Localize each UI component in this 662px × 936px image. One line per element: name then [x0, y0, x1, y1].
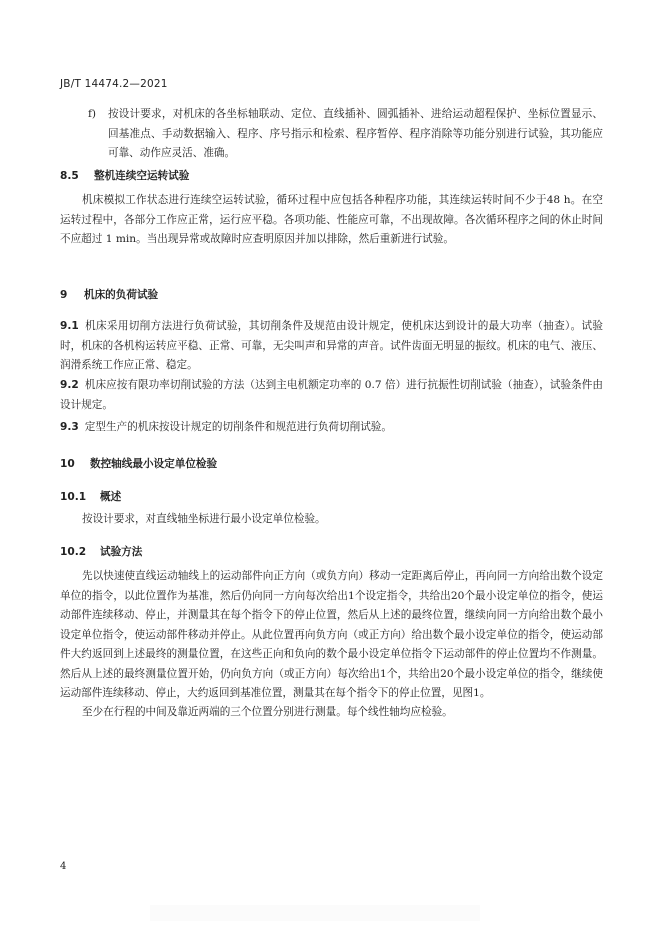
list-item-text: 按设计要求，对机床的各坐标轴联动、定位、直线插补、圆弧插补、进给运动超程保护、坐标位置显示、回基准点、手动数据输入、程序、序号指示和检索、程序暂停、程序消除等功能分别进行试验，其功能应可靠、动作应灵活、准确。: [108, 108, 603, 159]
page-number: 4: [60, 861, 67, 872]
clause-text: 机床应按有限功率切削试验的方法（达到主电机额定功率的 0.7 倍）进行抗振性切削试验（抽查），试验条件由设计规定。: [60, 379, 603, 411]
clause-9-1: [60, 317, 603, 376]
section-heading-9: [60, 287, 158, 303]
section-number: 10: [60, 458, 75, 470]
list-marker: f): [88, 108, 97, 120]
clause-number: 9.3: [60, 421, 79, 433]
section-heading-10: [60, 456, 217, 472]
clause-9-3: [60, 418, 603, 438]
section-title: 数控轴线最小设定单位检验: [90, 458, 218, 470]
section-title: 试验方法: [100, 546, 143, 558]
section-heading-10-1: [60, 489, 121, 505]
clause-number: 9.2: [60, 379, 79, 391]
section-number: 9: [60, 289, 68, 301]
standard-number: JB/T 14474.2—2021: [60, 78, 168, 90]
section-number: 10.1: [60, 491, 87, 503]
section-10-2-body-2: 至少在行程的中间及靠近两端的三个位置分别进行测量。每个线性轴均应检验。: [82, 706, 453, 718]
clause-text: 定型生产的机床按设计规定的切削条件和规范进行负荷切削试验。: [84, 421, 392, 433]
section-title: 概述: [100, 491, 122, 503]
section-heading-8-5: [60, 168, 189, 184]
section-10-2-body-1: 先以快速使直线运动轴线上的运动部件向正方向（或负方向）移动一定距离后停止，再向同一方向给出数个设定单位的指令，以此位置作为基准，然后仍向同一方向每次给出1个设定指令，共给出20个最小设定单位的指令，使运动部件连续移动、停止，并测量其在每个指令下的停止位置，然后从上述的最终位置，继续向同一方向给出数个最小设定单位指令，使运动部件移动并停止。从此位置再向负方向（或正方向）给出数个最小设定单位的指令，使运动部件大约返回到上述最终的测量位置，在这些正向和负向的数个最小设定单位指令下运动部件的停止位置均不作测量。然后从上述的最终测量位置开始，仍向负方向（或正方向）每次给出1个，共给出20个最小设定单位的指令，继续使运动部件连续移动、停止，大约返回到基准位置，测量其在每个指令下的停止位置，见图1。: [60, 570, 603, 699]
section-number: 8.5: [60, 170, 79, 182]
section-title: 整机连续空运转试验: [94, 170, 190, 182]
clause-text: 机床采用切削方法进行负荷试验，其切削条件及规范由设计规定，使机床达到设计的最大功率（抽查）。试验时，机床的各机构运转应平稳、正常、可靠，无尖叫声和异常的声音。试件齿面无明显的振纹。机床的电气、液压、润滑系统工作应正常、稳定。: [60, 320, 603, 371]
section-title: 机床的负荷试验: [84, 289, 159, 301]
section-8-5-body: 机床模拟工作状态进行连续空运转试验，循环过程中应包括各种程序功能，其连续运转时间不少于48 h。在空运转过程中，各部分工作应正常，运行应平稳。各项功能、性能应可靠，不出现故障。各次循环程序之间的休止时间不应超过 1 min。当出现异常或故障时应查明原因并加以排除，然后重新进行试验。: [60, 194, 603, 245]
clause-number: 9.1: [60, 320, 79, 332]
section-heading-10-2: [60, 544, 142, 560]
footer-band: [150, 905, 480, 921]
section-10-1-body: 按设计要求，对直线轴坐标进行最小设定单位检验。: [82, 513, 326, 525]
section-number: 10.2: [60, 546, 87, 558]
clause-9-2: [60, 376, 603, 415]
